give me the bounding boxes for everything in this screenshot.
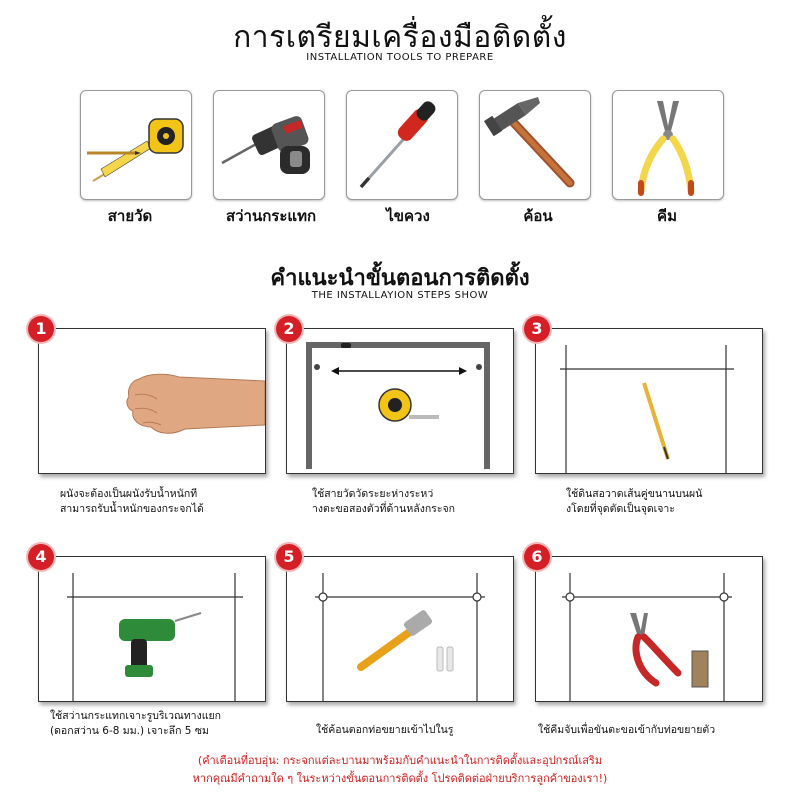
step-5-badge: 5 bbox=[276, 544, 302, 570]
step-6-badge: 6 bbox=[524, 544, 550, 570]
step-5-panel bbox=[286, 556, 514, 702]
tool-card-impact-drill bbox=[213, 90, 325, 200]
step-2-panel bbox=[286, 328, 514, 474]
page-title: การเตรียมเครื่องมือติดตั้ง bbox=[233, 20, 567, 55]
step-1-caption-line1: ผนังจะต้องเป็นผนังรับน้ำหนักที bbox=[60, 488, 198, 500]
warning-note bbox=[0, 752, 800, 788]
tool-label-hammer: ค้อน bbox=[523, 207, 553, 225]
hammer-anchor-icon bbox=[287, 557, 513, 701]
fist-icon bbox=[39, 329, 265, 473]
pliers-icon bbox=[613, 91, 723, 199]
tool-label-pliers: คีม bbox=[657, 207, 677, 225]
tool-label-tape-measure: สายวัด bbox=[107, 207, 153, 225]
step-2-caption-line2: างตะขอสองตัวที่ด้านหลังกระจก bbox=[312, 503, 455, 515]
hammer-icon bbox=[480, 91, 590, 199]
impact-drill-icon bbox=[214, 91, 324, 199]
step-6-panel bbox=[535, 556, 763, 702]
mirror-measure-icon bbox=[287, 329, 513, 473]
tool-card-tape-measure bbox=[80, 90, 192, 200]
step-4-badge: 4 bbox=[28, 544, 54, 570]
step-6-caption-line1: ใช้คีมจับเพื่อขันตะขอเข้ากับท่อขยายตัว bbox=[538, 724, 716, 736]
step-3-badge: 3 bbox=[524, 316, 550, 342]
tool-card-hammer bbox=[479, 90, 591, 200]
steps-title: คำแนะนำขั้นตอนการติดตั้ง bbox=[270, 266, 530, 291]
tool-label-screwdriver: ไขควง bbox=[386, 207, 430, 225]
steps-subtitle: THE INSTALLAYION STEPS SHOW bbox=[311, 290, 489, 301]
step-3-caption-line1: ใช้ดินสอวาดเส้นคู่ขนานบนผนั bbox=[566, 488, 703, 500]
screwdriver-icon bbox=[347, 91, 457, 199]
step-5-caption-line1: ใช้ค้อนตอกท่อขยายเข้าไปในรู bbox=[316, 724, 454, 736]
tool-card-screwdriver bbox=[346, 90, 458, 200]
step-1-caption-line2: สามารถรับน้ำหนักของกระจกได้ bbox=[60, 503, 204, 515]
pencil-lines-icon bbox=[536, 329, 762, 473]
step-3-caption-line2: งโดยที่จุดตัดเป็นจุดเจาะ bbox=[566, 503, 675, 515]
tool-label-impact-drill: สว่านกระแทก bbox=[225, 207, 317, 225]
page-subtitle: INSTALLATION TOOLS TO PREPARE bbox=[306, 52, 494, 63]
step-1-badge: 1 bbox=[28, 316, 54, 342]
tape-measure-icon bbox=[81, 91, 191, 199]
tool-card-pliers bbox=[612, 90, 724, 200]
step-4-caption-line1: ใช้สว่านกระแทกเจาะรูบริเวณทางแยก bbox=[50, 710, 221, 722]
step-2-badge: 2 bbox=[276, 316, 302, 342]
step-4-caption-line2: (ดอกสว่าน 6-8 มม.) เจาะลึก 5 ซม bbox=[50, 725, 209, 737]
drill-wall-icon bbox=[39, 557, 265, 701]
warning-line1: (คำเตือนที่อบอุ่น: กระจกแต่ละบานมาพร้อมกับคำแนะนำในการติดตั้งและอุปกรณ์เสริม bbox=[197, 754, 603, 767]
step-4-panel bbox=[38, 556, 266, 702]
step-2-caption-line1: ใช้สายวัดวัดระยะห่างระหว่ bbox=[312, 488, 434, 500]
step-3-panel bbox=[535, 328, 763, 474]
pliers-hook-icon bbox=[536, 557, 762, 701]
warning-line2: หากคุณมีคำถามใด ๆ ในระหว่างขั้นตอนการติดตั้ง โปรดติดต่อฝ่ายบริการลูกค้าของเรา!) bbox=[192, 772, 608, 785]
step-1-panel bbox=[38, 328, 266, 474]
